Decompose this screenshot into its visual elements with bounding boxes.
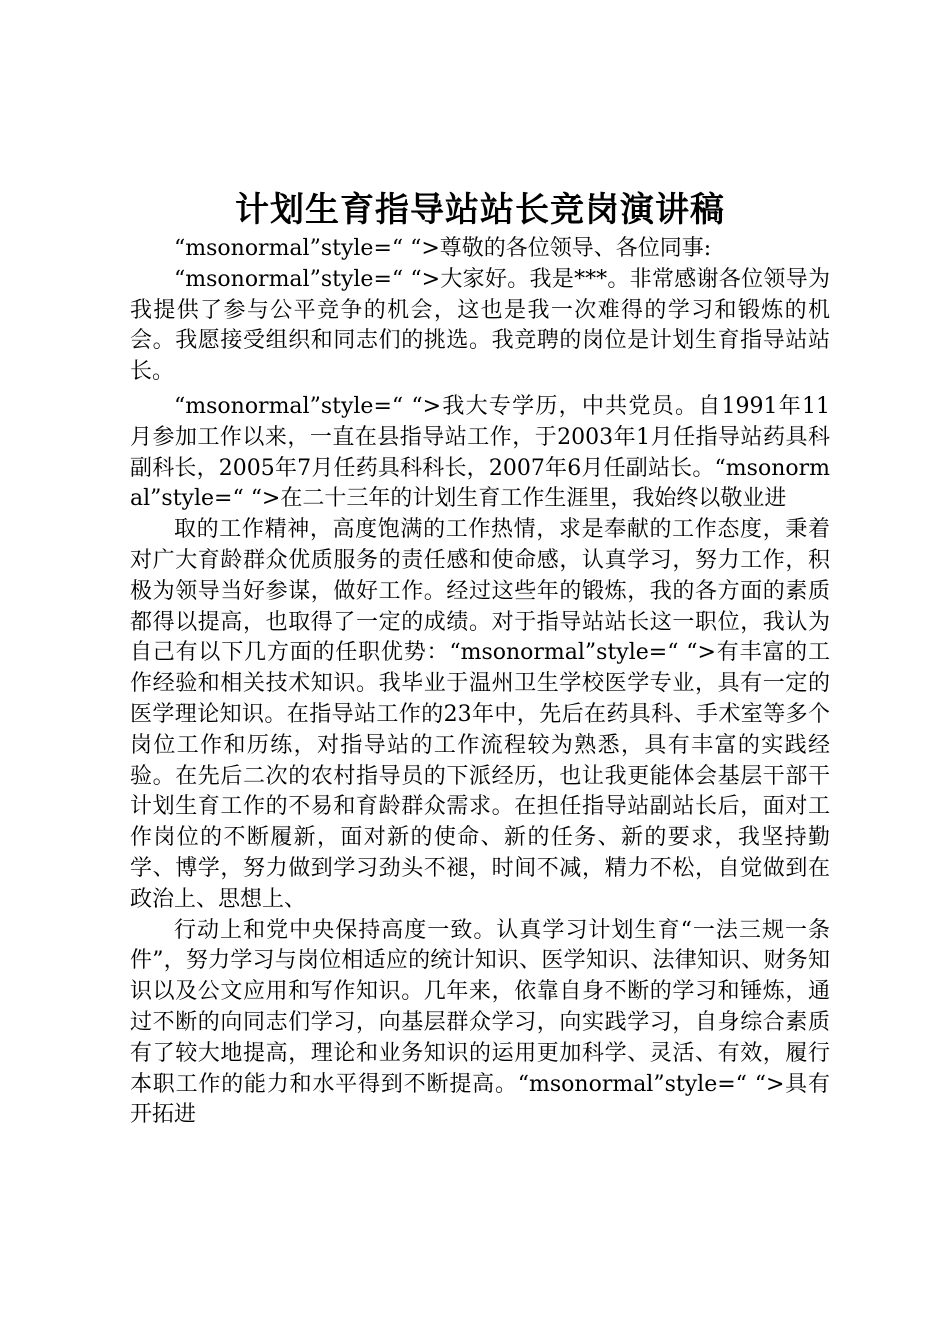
paragraph-experience: 取的工作精神，高度饱满的工作热情，求是奉献的工作态度，秉着对广大育龄群众优质服务的责任感和使命感，认真学习，努力工作，积极为领导当好参谋，做好工作。经过这些年的锻炼，我的各方面的素质都得以提高，也取得了一定的成绩。对于指导站站长这一职位，我认为自己有以下几方面的任职优势：“msonormal”style=“ “>有丰富的工作经验和相关技术知识。我毕业于温州卫生学校医学专业，具有一定的医学理论知识。在指导站工作的23年中，先后在药具科、手术室等多个岗位工作和历练，对指导站的工作流程较为熟悉，具有丰富的实践经验。在先后二次的农村指导员的下派经历，也让我更能体会基层干部干计划生育工作的不易和育龄群众需求。在担任指导站副站长后，面对工作岗位的不断履新，面对新的使命、新的任务、新的要求，我坚持勤学、博学，努力做到学习劲头不褪，时间不减，精力不松，自觉做到在政治上、思想上、 bbox=[130, 517, 830, 912]
paragraph-learning: 行动上和党中央保持高度一致。认真学习计划生育“一法三规一条件”，努力学习与岗位相适应的统计知识、医学知识、法律知识、财务知识以及公文应用和写作知识。几年来，依靠自身不断的学习和锤炼，通过不断的向同志们学习，向基层群众学习，向实践学习，自身综合素质有了较大地提高，理论和业务知识的运用更加科学、灵活、有效，履行本职工作的能力和水平得到不断提高。“msonormal”style=“ “>具有开拓进 bbox=[130, 917, 830, 1128]
document-title: 计划生育指导站站长竞岗演讲稿 bbox=[235, 190, 725, 230]
paragraph-introduction: “msonormal”style=“ “>大家好。我是***。非常感谢各位领导为我提供了参与公平竞争的机会，这也是我一次难得的学习和锻炼的机会。我愿接受组织和同志们的挑选。我竞聘的岗位是计划生育指导站站长。 bbox=[130, 266, 830, 385]
paragraph-background: “msonormal”style=“ “>我大专学历，中共党员。自1991年11月参加工作以来，一直在县指导站工作，于2003年1月任指导站药具科副科长，2005年7月任药具科科长，2007年6月任副站长。“msonormal”style=“ “>在二十三年的计划生育工作生涯里，我始终以敬业进 bbox=[130, 393, 830, 512]
document-body bbox=[130, 234, 830, 1131]
paragraph-greeting: “msonormal”style=“ “>尊敬的各位领导、各位同事: bbox=[174, 236, 712, 261]
